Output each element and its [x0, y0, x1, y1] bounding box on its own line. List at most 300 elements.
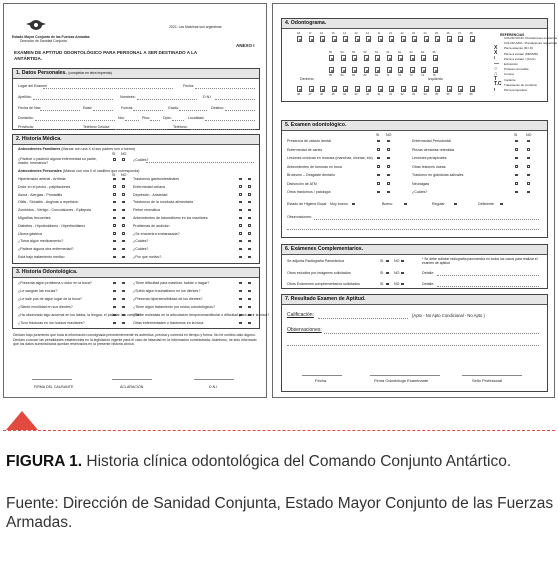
tooth-cell[interactable] — [297, 86, 302, 92]
section-5-header: 5. Examen odontológico. — [282, 121, 547, 131]
checkbox-si[interactable] — [113, 298, 116, 301]
tooth-cell[interactable] — [401, 86, 406, 92]
checkbox-si[interactable] — [239, 290, 242, 293]
annex-label: ANEXO I — [236, 43, 255, 48]
tooth-cell[interactable] — [343, 36, 348, 42]
checkbox-no[interactable] — [122, 240, 125, 243]
field-fecha-nac[interactable] — [40, 110, 80, 111]
checkbox-si[interactable] — [515, 165, 518, 168]
checkbox-si[interactable] — [239, 201, 242, 204]
tooth-number: 85 — [329, 73, 333, 77]
exam-item-label: Antecedentes de tumoras en boca — [287, 164, 342, 169]
tooth-number: 55 — [329, 50, 333, 54]
tooth-cell[interactable] — [421, 55, 426, 61]
tooth-cell[interactable] — [435, 86, 440, 92]
form-page-left — [3, 3, 270, 398]
tooth-cell[interactable] — [355, 86, 360, 92]
tooth-cell[interactable] — [320, 86, 325, 92]
field-dpto[interactable] — [172, 120, 184, 121]
label-no: NO — [394, 271, 400, 275]
dental-history-label: ¿Siente movilidad en sus dientes? — [18, 305, 73, 309]
checkbox-no[interactable] — [122, 232, 125, 235]
field-observaciones-7[interactable] — [324, 333, 539, 334]
tooth-cell[interactable] — [447, 86, 452, 92]
tooth-number: 46 — [320, 92, 324, 96]
reference-item: COLOR ROJO: Prestaciones existentes — [504, 36, 558, 40]
tooth-number: 75 — [432, 73, 436, 77]
tooth-number: 38 — [469, 92, 473, 96]
checkbox-no[interactable] — [527, 157, 530, 160]
reference-symbol-icon: / — [494, 56, 496, 62]
tooth-cell[interactable] — [378, 36, 383, 42]
checkbox-no[interactable] — [527, 148, 530, 151]
label-dpto: Dpto: — [163, 116, 172, 120]
checkbox-no[interactable] — [122, 209, 125, 212]
checkbox-si[interactable] — [377, 157, 380, 160]
checkbox-si[interactable] — [515, 191, 518, 194]
checkbox-si[interactable] — [239, 314, 242, 317]
tooth-cell[interactable] — [424, 86, 429, 92]
medical-item-label: Diabetes - Hipotiroidismo - Hipertiroidismo — [18, 223, 86, 228]
checkbox-no[interactable] — [248, 185, 251, 188]
tooth-cell[interactable] — [309, 36, 314, 42]
tooth-number: 17 — [308, 31, 312, 35]
header-right: 2022- Las Malvinas son argentinas — [169, 25, 222, 29]
field-apellido[interactable] — [33, 99, 113, 100]
medical-item-label: Hipertensión arterial - Arritmia — [18, 177, 66, 181]
tooth-cell[interactable] — [341, 67, 346, 73]
tooth-cell[interactable] — [366, 86, 371, 92]
field-nombres[interactable] — [137, 99, 197, 100]
checkbox-no[interactable] — [387, 182, 390, 185]
tooth-cell[interactable] — [458, 36, 463, 42]
checkbox-no[interactable] — [248, 178, 251, 181]
s5-col-no: NO — [386, 133, 392, 137]
checkbox-si[interactable] — [386, 272, 389, 275]
label-lugar-examen: Lugar del Examen — [18, 84, 48, 88]
exam-item-label: Lesiones periapicales — [412, 156, 447, 160]
checkbox-no[interactable] — [527, 165, 530, 168]
checkbox-si[interactable] — [239, 209, 242, 212]
medical-item-label: Dolor en el pecho - palpitaciones — [18, 184, 71, 189]
tooth-cell[interactable] — [332, 86, 337, 92]
label-domicilio: Domicilio: — [18, 116, 34, 120]
tooth-number: 62 — [398, 50, 402, 54]
checkbox-si[interactable] — [239, 298, 242, 301]
tooth-cell[interactable] — [387, 55, 392, 61]
checkbox-no[interactable] — [248, 306, 251, 309]
tooth-cell[interactable] — [433, 67, 438, 73]
tooth-number: 18 — [297, 31, 301, 35]
checkbox-no[interactable] — [122, 298, 125, 301]
label-no: NO — [394, 282, 400, 286]
field-domicilio[interactable] — [35, 120, 115, 121]
sig-label-dni: D.N.I — [209, 385, 218, 389]
tooth-cell[interactable] — [458, 86, 463, 92]
label-grado: Grado: — [168, 106, 179, 110]
medical-item-label: Zumbidos - Vértigo - Convulsiones - Epilepsia — [18, 208, 91, 213]
tooth-number: 34 — [423, 92, 427, 96]
field-dni[interactable] — [215, 99, 255, 100]
dental-history-label: ¿Tiene dificultad para masticar, hablar o tragar? — [133, 281, 210, 285]
tooth-number: 83 — [352, 73, 356, 77]
label-fuerza: Fuerza: — [121, 106, 134, 110]
tooth-cell[interactable] — [401, 36, 406, 42]
checkbox-si[interactable] — [515, 157, 518, 160]
col-no-2: NO — [121, 173, 127, 177]
tooth-cell[interactable] — [447, 36, 452, 42]
tooth-number: 72 — [398, 73, 402, 77]
checkbox-no[interactable] — [387, 174, 390, 177]
checkbox-fam-si[interactable] — [113, 158, 116, 161]
checkbox-fam-no[interactable] — [122, 158, 125, 161]
field-provincia[interactable] — [34, 129, 79, 130]
reference-symbol-icon: — — [494, 60, 499, 67]
tooth-cell[interactable] — [378, 86, 383, 92]
tooth-number: 16 — [320, 31, 324, 35]
signature-line-2[interactable] — [112, 379, 152, 380]
reference-item: Extracción — [504, 62, 519, 66]
field-grado[interactable] — [179, 110, 207, 111]
tooth-cell[interactable] — [398, 67, 403, 73]
accent-triangle — [6, 411, 38, 430]
s5-col-si-r: SI — [514, 133, 518, 137]
field-edad[interactable] — [93, 110, 113, 111]
checkbox-no[interactable] — [122, 290, 125, 293]
label-radiografia: Se adjunta Radiografía Panorámica — [287, 259, 344, 263]
checkbox-no[interactable] — [248, 248, 251, 251]
label-telefono: Teléfono: — [173, 125, 188, 129]
checkbox-si[interactable] — [113, 240, 116, 243]
form-title-1: EXAMEN DE APTITUD ODONTOLÓGICO PARA PERSONAL A SER DESTINADO A LA — [14, 50, 198, 55]
tooth-cell[interactable] — [352, 67, 357, 73]
field-fuerza[interactable] — [133, 110, 163, 111]
exam-item-label: Bruxismo – Desgaste dentario — [287, 173, 336, 177]
checkbox-si[interactable] — [113, 256, 116, 259]
reference-item: Corona — [504, 72, 514, 77]
col-si: SI — [112, 152, 116, 156]
tooth-cell[interactable] — [375, 55, 380, 61]
checkbox-si[interactable] — [239, 224, 242, 227]
exam-item-label: Neuralgias — [412, 181, 430, 186]
medical-item-label: Fiebre reumática — [133, 208, 160, 213]
tooth-cell[interactable] — [412, 36, 417, 42]
checkbox-si[interactable] — [239, 178, 242, 181]
field-observaciones-7b[interactable] — [287, 345, 539, 346]
figure-caption — [6, 452, 554, 471]
checkbox-no[interactable] — [401, 260, 404, 263]
tooth-cell[interactable] — [364, 55, 369, 61]
tooth-cell[interactable] — [341, 55, 346, 61]
checkbox-no[interactable] — [122, 322, 125, 325]
checkbox-no[interactable] — [248, 201, 251, 204]
checkbox-si[interactable] — [113, 217, 116, 220]
hygiene-option-checkbox[interactable] — [352, 203, 355, 206]
checkbox-no[interactable] — [122, 201, 125, 204]
tooth-cell[interactable] — [398, 55, 403, 61]
checkbox-si[interactable] — [113, 224, 116, 227]
firma-line[interactable] — [370, 375, 440, 376]
reference-symbol-icon: T — [494, 76, 498, 83]
checkbox-no[interactable] — [122, 256, 125, 259]
hygiene-option-checkbox[interactable] — [454, 203, 457, 206]
checkbox-no[interactable] — [248, 232, 251, 235]
exam-item-label: Presencia de cálculo dental — [287, 139, 331, 143]
label-no: NO — [394, 259, 400, 263]
tooth-number: 63 — [409, 50, 413, 54]
checkbox-no[interactable] — [248, 224, 251, 227]
exam-item-label: Piezas dentarias retenidas — [412, 147, 455, 152]
tooth-cell[interactable] — [297, 36, 302, 42]
emblem-logo — [26, 18, 46, 32]
label-observaciones-5: Observaciones: — [287, 215, 312, 219]
tooth-number: 44 — [343, 92, 347, 96]
reference-item: Pieza temporaria — [504, 88, 527, 92]
checkbox-si[interactable] — [239, 193, 242, 196]
field-piso[interactable] — [150, 120, 160, 121]
tooth-number: 51 — [375, 50, 379, 54]
field-detalle-2[interactable] — [437, 286, 539, 287]
checkbox-no[interactable] — [248, 217, 251, 220]
tooth-number: 81 — [375, 73, 379, 77]
checkbox-si[interactable] — [239, 306, 242, 309]
checkbox-si[interactable] — [386, 260, 389, 263]
org-line-1: Estado Mayor Conjunto de las Fuerzas Armadas — [12, 35, 90, 39]
checkbox-no[interactable] — [401, 283, 404, 286]
dental-history-label: ¿Ha observado algo anormal en los labios, la lengua, el paladar, los carrillos? — [18, 313, 142, 317]
tooth-number: 41 — [377, 92, 381, 96]
checkbox-no[interactable] — [248, 240, 251, 243]
label-otros-complementarios: Otros Exámenes complementarios solicitados — [287, 282, 360, 286]
tooth-cell[interactable] — [387, 67, 392, 73]
tooth-number: 48 — [297, 92, 301, 96]
tooth-cell[interactable] — [412, 86, 417, 92]
checkbox-no[interactable] — [387, 148, 390, 151]
tooth-number: 24 — [423, 31, 427, 35]
tooth-cell[interactable] — [410, 67, 415, 73]
checkbox-si[interactable] — [239, 248, 242, 251]
field-observaciones-5b[interactable] — [287, 229, 539, 230]
checkbox-si[interactable] — [386, 283, 389, 286]
medical-item-label: Está bajo tratamiento médico — [18, 255, 65, 259]
checkbox-no[interactable] — [122, 217, 125, 220]
field-lugar-examen[interactable] — [43, 88, 173, 89]
checkbox-si[interactable] — [239, 240, 242, 243]
checkbox-si[interactable] — [239, 282, 242, 285]
hygiene-option-label: Deficiente — [478, 202, 494, 206]
checkbox-no[interactable] — [248, 290, 251, 293]
tooth-number: 74 — [421, 73, 425, 77]
checkbox-no[interactable] — [122, 282, 125, 285]
label-detalle-1: Detalle: — [422, 271, 435, 275]
tooth-number: 13 — [354, 31, 358, 35]
checkbox-no[interactable] — [387, 157, 390, 160]
checkbox-si[interactable] — [515, 182, 518, 185]
hygiene-option-label: Muy bueno — [330, 202, 348, 206]
tooth-number: 11 — [377, 31, 381, 35]
field-tel-celular[interactable] — [115, 129, 167, 130]
tooth-cell[interactable] — [421, 67, 426, 73]
checkbox-no[interactable] — [527, 191, 530, 194]
form-page-right — [272, 3, 558, 398]
reference-item: Pieza a extraer / (ICUL) — [504, 56, 536, 61]
tooth-cell[interactable] — [389, 86, 394, 92]
field-detalle-1[interactable] — [437, 275, 539, 276]
signature-line-1[interactable] — [32, 379, 72, 380]
checkbox-si[interactable] — [113, 322, 116, 325]
exam-item-label: Enfermedad Periodontal — [412, 139, 451, 143]
checkbox-si[interactable] — [377, 174, 380, 177]
tooth-cell[interactable] — [389, 36, 394, 42]
section-dental-exam — [281, 120, 548, 238]
checkbox-no[interactable] — [527, 140, 530, 143]
label-si: SI — [380, 282, 384, 286]
checkbox-si[interactable] — [377, 191, 380, 194]
checkbox-no[interactable] — [122, 314, 125, 317]
field-telefono[interactable] — [191, 129, 255, 130]
checkbox-no[interactable] — [122, 248, 125, 251]
checkbox-si[interactable] — [515, 174, 518, 177]
field-destino[interactable] — [225, 110, 255, 111]
checkbox-no[interactable] — [527, 182, 530, 185]
checkbox-no[interactable] — [401, 272, 404, 275]
checkbox-no[interactable] — [248, 282, 251, 285]
tooth-cell[interactable] — [433, 55, 438, 61]
tooth-number: 65 — [432, 50, 436, 54]
checkbox-si[interactable] — [113, 314, 116, 317]
checkbox-si[interactable] — [377, 165, 380, 168]
section-7-header: 7. Resultado Examen de Aptitud. — [282, 295, 547, 305]
tooth-number: 22 — [400, 31, 404, 35]
checkbox-no[interactable] — [122, 178, 125, 181]
org-line-2: Dirección de Sanidad Conjunta — [20, 39, 67, 43]
tooth-number: 12 — [366, 31, 370, 35]
tooth-cell[interactable] — [435, 36, 440, 42]
checkbox-si[interactable] — [113, 178, 116, 181]
hygiene-option-checkbox[interactable] — [500, 203, 503, 206]
fecha-line[interactable] — [302, 375, 342, 376]
radiografia-note: * Se debe solicitar radiografía panorámica en todos los casos para realizar el examen de aptitud — [422, 257, 538, 266]
checkbox-si[interactable] — [113, 193, 116, 196]
medical-item-label: ¿Cuáles? — [133, 239, 149, 244]
checkbox-no[interactable] — [248, 298, 251, 301]
tooth-cell[interactable] — [424, 36, 429, 42]
field-observaciones-5[interactable] — [314, 219, 539, 220]
checkbox-no[interactable] — [387, 140, 390, 143]
checkbox-si[interactable] — [239, 256, 242, 259]
checkbox-no[interactable] — [122, 224, 125, 227]
tooth-number: 26 — [446, 31, 450, 35]
checkbox-si[interactable] — [113, 201, 116, 204]
label-nombres: Nombres: — [120, 95, 136, 99]
tooth-number: 35 — [435, 92, 439, 96]
tooth-cell[interactable] — [364, 67, 369, 73]
reference-item: Prótesis removible — [504, 67, 529, 72]
label-fecha-7: Fecha — [315, 378, 327, 383]
field-fecha[interactable] — [195, 88, 255, 89]
checkbox-si[interactable] — [239, 217, 242, 220]
tooth-cell[interactable] — [470, 36, 475, 42]
tooth-cell[interactable] — [343, 86, 348, 92]
checkbox-no[interactable] — [387, 191, 390, 194]
tooth-cell[interactable] — [355, 36, 360, 42]
signature-line-3[interactable] — [194, 379, 234, 380]
field-nro[interactable] — [125, 120, 139, 121]
checkbox-si[interactable] — [239, 322, 242, 325]
field-localidad[interactable] — [205, 120, 255, 121]
checkbox-no[interactable] — [387, 165, 390, 168]
tooth-cell[interactable] — [320, 36, 325, 42]
label-apellido: Apellido: — [18, 95, 32, 99]
tooth-cell[interactable] — [366, 36, 371, 42]
field-fam-cuales[interactable] — [146, 162, 254, 163]
tooth-number: 37 — [458, 92, 462, 96]
checkbox-no[interactable] — [122, 185, 125, 188]
sello-line[interactable] — [462, 375, 522, 376]
section-6-header: 6. Exámenes Complementarios. — [282, 245, 547, 255]
checkbox-si[interactable] — [377, 182, 380, 185]
checkbox-si[interactable] — [113, 232, 116, 235]
label-firma: Firma Odontólogo Examinante — [374, 378, 429, 383]
tooth-cell[interactable] — [352, 55, 357, 61]
checkbox-si[interactable] — [377, 140, 380, 143]
checkbox-si[interactable] — [239, 185, 242, 188]
checkbox-si[interactable] — [113, 185, 116, 188]
tooth-cell[interactable] — [470, 86, 475, 92]
checkbox-si[interactable] — [515, 148, 518, 151]
checkbox-no[interactable] — [248, 314, 251, 317]
tooth-cell[interactable] — [329, 55, 334, 61]
label-provincia: Provincia: — [18, 125, 34, 129]
checkbox-no[interactable] — [527, 174, 530, 177]
tooth-number: 25 — [435, 31, 439, 35]
tooth-cell[interactable] — [309, 86, 314, 92]
tooth-number: 21 — [389, 31, 393, 35]
hygiene-option-checkbox[interactable] — [404, 203, 407, 206]
checkbox-si[interactable] — [113, 209, 116, 212]
tooth-number: 15 — [331, 31, 335, 35]
label-higiene: Estado de Higiene Bucal — [287, 202, 327, 206]
tooth-cell[interactable] — [332, 36, 337, 42]
tooth-cell[interactable] — [329, 67, 334, 73]
checkbox-no[interactable] — [248, 193, 251, 196]
medical-item-label: Otitis - Sinusitis - Anginas a repetición — [18, 200, 79, 205]
checkbox-si[interactable] — [515, 140, 518, 143]
checkbox-si[interactable] — [113, 306, 116, 309]
label-detalle-2: Detalle: — [422, 282, 435, 286]
tooth-number: 73 — [409, 73, 413, 77]
label-si: SI — [380, 259, 384, 263]
checkbox-si[interactable] — [377, 148, 380, 151]
tooth-cell[interactable] — [375, 67, 380, 73]
dental-history-label: ¿Tiene algún tratamiento por ruidos odontológicos? — [133, 305, 215, 309]
field-calificacion[interactable] — [318, 318, 408, 319]
checkbox-si[interactable] — [113, 248, 116, 251]
exam-item-label: Lesiones crónicas en mucosa (manchas, úlceras, etc) — [287, 156, 373, 160]
checkbox-no[interactable] — [122, 193, 125, 196]
checkbox-no[interactable] — [248, 322, 251, 325]
checkbox-no[interactable] — [122, 306, 125, 309]
checkbox-si[interactable] — [239, 232, 242, 235]
section-personal-data — [12, 68, 260, 130]
reference-item: COLOR AZUL: Prestaciones requeridas — [504, 41, 558, 46]
checkbox-no[interactable] — [248, 256, 251, 259]
checkbox-si[interactable] — [113, 282, 116, 285]
tooth-cell[interactable] — [410, 55, 415, 61]
dental-history-label: Otras enfermedades o trastornos en la boca — [133, 321, 204, 325]
checkbox-no[interactable] — [248, 209, 251, 212]
checkbox-si[interactable] — [113, 290, 116, 293]
